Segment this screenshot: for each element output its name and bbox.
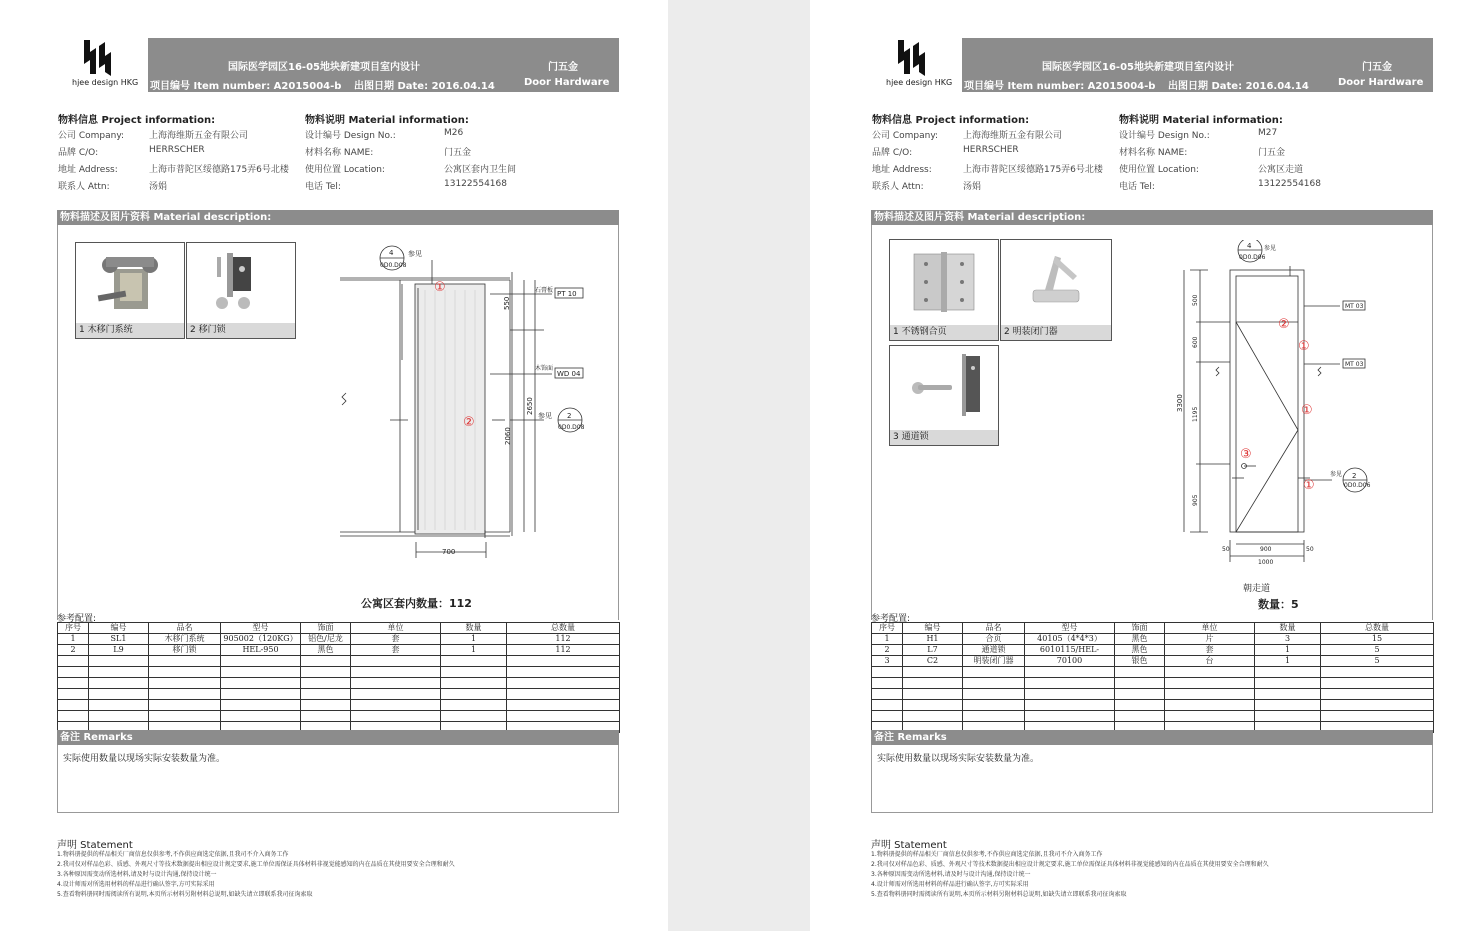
- address-label: 地址 Address:: [58, 165, 118, 175]
- column-header: 数量: [1255, 623, 1321, 634]
- table-row: [58, 634, 620, 645]
- design-no-label: 设计编号 Design No.:: [1119, 131, 1210, 141]
- product-caption: 1 不锈钢合页: [890, 325, 998, 340]
- marker-label: ①: [1303, 478, 1315, 493]
- issue-date: 出图日期 Date: 2016.04.14: [354, 81, 495, 92]
- dim-label: 700: [442, 548, 456, 556]
- marker-label: ②: [463, 415, 475, 430]
- column-header: 序号: [872, 623, 903, 634]
- tel-value: 13122554168: [444, 179, 507, 189]
- page-gap: [668, 0, 810, 931]
- remarks-text: 实际使用数量以现场实际安装数量为准。: [63, 754, 226, 764]
- dim-label: 50: [1306, 546, 1314, 553]
- table-cell: SL1: [89, 634, 149, 645]
- table-cell: 5: [1321, 656, 1434, 667]
- table-row-empty: [872, 667, 1434, 678]
- statement-line: 4.设计师需对所选用材料的样品进行确认签字,方可实际采用: [57, 881, 215, 888]
- statement-line: 3.各种原因需变动所选材料,请及时与设计沟通,保持设计统一: [57, 871, 217, 878]
- location-label: 使用位置 Location:: [305, 165, 385, 175]
- sliding-lock-image: [187, 243, 295, 321]
- table-cell: 通道锁: [963, 645, 1025, 656]
- attn-label: 联系人 Attn:: [872, 182, 924, 192]
- column-header: 品名: [963, 623, 1025, 634]
- column-header: 序号: [58, 623, 89, 634]
- address-value: 上海市普陀区绥德路175弄6号北楼: [149, 165, 289, 175]
- statement-line: 4.设计师需对所选用材料的样品进行确认签字,方可实际采用: [871, 881, 1029, 888]
- table-cell: 移门锁: [149, 645, 221, 656]
- table-cell: 1: [441, 645, 507, 656]
- statement-line: 3.各种原因需变动所选材料,请及时与设计沟通,保持设计统一: [871, 871, 1031, 878]
- see-label: 参见: [1264, 245, 1277, 252]
- issue-date: 出图日期 Date: 2016.04.14: [1168, 81, 1309, 92]
- material-info-title: 物料说明 Material information:: [1119, 115, 1283, 126]
- material-label: 石膏板: [535, 287, 554, 294]
- column-header: 编号: [903, 623, 963, 634]
- table-cell: 2: [58, 645, 89, 656]
- see-label: 参见: [538, 412, 552, 420]
- table-cell: 6010115/HEL-: [1025, 645, 1115, 656]
- table-cell: 5: [1321, 645, 1434, 656]
- attn-value: 汤娟: [963, 182, 982, 192]
- product-caption: 2 明装闭门器: [1001, 325, 1111, 340]
- item-number: 项目编号 Item number: A2015004-b: [964, 81, 1156, 92]
- config-table: [57, 622, 620, 733]
- table-cell: 1: [1255, 656, 1321, 667]
- table-header-row: [872, 623, 1434, 634]
- company-value: 上海海维斯五金有限公司: [963, 131, 1063, 141]
- product-caption: 2 移门锁: [187, 323, 295, 338]
- table-cell: 片: [1165, 634, 1255, 645]
- finish-code: MT 03: [1345, 303, 1364, 310]
- material-name-value: 门五金: [444, 148, 472, 158]
- marker-label: ①: [434, 280, 446, 295]
- dim-label: 905: [1192, 494, 1199, 506]
- statement-line: 2.我司仅对样品色彩、质感、外观尺寸等技术数据提出相应设计规定要求,施工单位需保证具体材料非视觉能感知的内在品质在其使用要安全合理和耐久: [871, 861, 1269, 868]
- column-header: 饰面: [1115, 623, 1165, 634]
- column-header: 品名: [149, 623, 221, 634]
- statement-line: 1.物料册提供的样品相关厂商信息仅供参考,不作供应商选定依据,且我司不介入商务工作: [871, 851, 1103, 858]
- table-row-empty: [872, 689, 1434, 700]
- material-name-value: 门五金: [1258, 148, 1286, 158]
- table-cell: 黑色: [1115, 645, 1165, 656]
- dim-label: 2650: [526, 397, 534, 415]
- tel-label: 电话 Tel:: [305, 182, 341, 192]
- logo-brand-text: hjee design HKG: [72, 78, 139, 87]
- table-cell: 铝色/尼龙: [301, 634, 351, 645]
- table-cell: H1: [903, 634, 963, 645]
- logo-brand-text: hjee design HKG: [886, 78, 953, 87]
- table-row: [872, 645, 1434, 656]
- material-info-title: 物料说明 Material information:: [305, 115, 469, 126]
- company-logo: [874, 38, 954, 94]
- column-header: 总数量: [1321, 623, 1434, 634]
- category-cn: 门五金: [1362, 62, 1392, 73]
- product-card-sliding-lock: [186, 242, 296, 339]
- logo-mark-icon: [80, 38, 114, 76]
- table-row-empty: [872, 711, 1434, 722]
- material-label: 木饰面: [535, 365, 554, 372]
- statement-title: 声明 Statement: [871, 840, 947, 851]
- dim-label: 1195: [1192, 406, 1199, 422]
- design-no-value: M26: [444, 128, 464, 138]
- dim-label: 900: [1260, 546, 1272, 553]
- location-label: 使用位置 Location:: [1119, 165, 1199, 175]
- table-cell: 套: [1165, 645, 1255, 656]
- table-row-empty: [872, 678, 1434, 689]
- brand-value: HERRSCHER: [149, 145, 205, 155]
- tel-label: 电话 Tel:: [1119, 182, 1155, 192]
- remarks-bar: 备注 Remarks: [871, 730, 1433, 745]
- table-header-row: [58, 623, 620, 634]
- sliding-door-elevation-drawing: [330, 240, 600, 565]
- spec-sheet-page-1: [0, 0, 668, 931]
- category-en: Door Hardware: [1338, 77, 1424, 88]
- tag-ref: 0D0.D08: [380, 262, 407, 269]
- reference-config-label: 参考配置:: [871, 614, 911, 624]
- table-row-empty: [58, 711, 620, 722]
- remarks-text: 实际使用数量以现场实际安装数量为准。: [877, 754, 1040, 764]
- description-bar: 物料描述及图片资料 Material description:: [57, 210, 619, 225]
- statement-title: 声明 Statement: [57, 840, 133, 851]
- dim-label: 3300: [1176, 394, 1184, 412]
- table-cell: 3: [872, 656, 903, 667]
- dim-label: 600: [1192, 336, 1199, 348]
- tag-number: 4: [389, 249, 394, 257]
- table-cell: 1: [872, 634, 903, 645]
- finish-code: WD 04: [557, 370, 581, 378]
- attn-value: 汤娟: [149, 182, 168, 192]
- material-name-label: 材料名称 NAME:: [305, 148, 374, 158]
- location-value: 公寓区套内卫生间: [444, 165, 517, 175]
- dim-label: 2060: [504, 427, 512, 445]
- column-header: 型号: [221, 623, 301, 634]
- quantity-summary: 数量：5: [1258, 598, 1299, 611]
- table-cell: 1: [1255, 645, 1321, 656]
- column-header: 型号: [1025, 623, 1115, 634]
- marker-label: ①: [1301, 403, 1313, 418]
- table-cell: HEL-950: [221, 645, 301, 656]
- table-row: [872, 656, 1434, 667]
- product-card-passage-lock: [889, 345, 999, 446]
- table-cell: 套: [351, 634, 441, 645]
- column-header: 单位: [351, 623, 441, 634]
- table-cell: 银色: [1115, 656, 1165, 667]
- table-cell: 套: [351, 645, 441, 656]
- table-cell: 1: [58, 634, 89, 645]
- table-cell: 木移门系统: [149, 634, 221, 645]
- door-closer-image: [1001, 240, 1111, 324]
- table-row-empty: [58, 689, 620, 700]
- table-cell: 1: [441, 634, 507, 645]
- tel-value: 13122554168: [1258, 179, 1321, 189]
- design-no-value: M27: [1258, 128, 1278, 138]
- table-cell: 15: [1321, 634, 1434, 645]
- tag-ref: 0D0.D06: [1344, 482, 1371, 489]
- table-cell: 明装闭门器: [963, 656, 1025, 667]
- design-no-label: 设计编号 Design No.:: [305, 131, 396, 141]
- sliding-door-roller-image: [76, 243, 184, 321]
- stainless-hinge-image: [890, 240, 998, 324]
- swing-door-elevation-drawing: [1160, 240, 1400, 570]
- company-label: 公司 Company:: [872, 131, 939, 141]
- table-row-empty: [58, 656, 620, 667]
- material-name-label: 材料名称 NAME:: [1119, 148, 1188, 158]
- marker-label: ①: [1298, 339, 1310, 354]
- project-info-title: 物料信息 Project information:: [58, 115, 216, 126]
- marker-label: ②: [1278, 317, 1290, 332]
- brand-value: HERRSCHER: [963, 145, 1019, 155]
- table-row-empty: [872, 700, 1434, 711]
- reference-config-label: 参考配置:: [57, 614, 97, 624]
- table-cell: 70100: [1025, 656, 1115, 667]
- orientation-label: 朝走道: [1243, 584, 1271, 594]
- tag-ref: 0D0.D06: [1239, 254, 1266, 261]
- tag-ref: 0D0.D08: [558, 424, 585, 431]
- dim-label: 1000: [1258, 559, 1274, 566]
- product-caption: 1 木移门系统: [76, 323, 184, 338]
- address-value: 上海市普陀区绥德路175弄6号北楼: [963, 165, 1103, 175]
- tag-number: 2: [567, 412, 572, 420]
- table-cell: 台: [1165, 656, 1255, 667]
- address-label: 地址 Address:: [872, 165, 932, 175]
- attn-label: 联系人 Attn:: [58, 182, 110, 192]
- statement-line: 5.查看物料册同时需阅读所有说明,本页所示材料另附材料总说明,如缺失请立即联系我司征询索取: [871, 891, 1127, 898]
- project-title: 国际医学园区16-05地块新建项目室内设计: [1042, 62, 1234, 73]
- company-label: 公司 Company:: [58, 131, 125, 141]
- table-cell: 黑色: [1115, 634, 1165, 645]
- column-header: 数量: [441, 623, 507, 634]
- dim-label: 550: [503, 296, 511, 310]
- column-header: 编号: [89, 623, 149, 634]
- table-cell: 905002（120KG）: [221, 634, 301, 645]
- quantity-summary: 公寓区套内数量：112: [361, 597, 472, 610]
- table-cell: 合页: [963, 634, 1025, 645]
- see-label: 参见: [408, 250, 422, 258]
- marker-label: ③: [1240, 447, 1252, 462]
- column-header: 总数量: [507, 623, 620, 634]
- table-cell: 112: [507, 634, 620, 645]
- location-value: 公寓区走道: [1258, 165, 1304, 175]
- remarks-bar: 备注 Remarks: [57, 730, 619, 745]
- header-bar: [962, 38, 1433, 92]
- statement-line: 2.我司仅对样品色彩、质感、外观尺寸等技术数据提出相应设计规定要求,施工单位需保证具体材料非视觉能感知的内在品质在其使用要安全合理和耐久: [57, 861, 455, 868]
- config-table: [871, 622, 1434, 733]
- brand-label: 品牌 C/O:: [58, 148, 99, 158]
- project-info-title: 物料信息 Project information:: [872, 115, 1030, 126]
- tag-number: 2: [1352, 472, 1357, 480]
- column-header: 单位: [1165, 623, 1255, 634]
- project-title: 国际医学园区16-05地块新建项目室内设计: [228, 62, 420, 73]
- table-row-empty: [58, 667, 620, 678]
- table-cell: 3: [1255, 634, 1321, 645]
- finish-code: MT 03: [1345, 361, 1364, 368]
- product-card-sliding-system: [75, 242, 185, 339]
- table-cell: C2: [903, 656, 963, 667]
- table-row: [872, 634, 1434, 645]
- spec-sheet-page-2: [810, 0, 1478, 931]
- product-card-hinge: [889, 239, 999, 341]
- category-cn: 门五金: [548, 62, 578, 73]
- logo-mark-icon: [894, 38, 928, 76]
- company-logo: [60, 38, 140, 94]
- table-cell: 40105（4*4*3）: [1025, 634, 1115, 645]
- table-row: [58, 645, 620, 656]
- product-caption: 3 通道锁: [890, 430, 998, 445]
- table-row-empty: [58, 678, 620, 689]
- statement-line: 5.查看物料册同时需阅读所有说明,本页所示材料另附材料总说明,如缺失请立即联系我司征询索取: [57, 891, 313, 898]
- table-cell: L9: [89, 645, 149, 656]
- company-value: 上海海维斯五金有限公司: [149, 131, 249, 141]
- dim-label: 500: [1192, 294, 1199, 306]
- brand-label: 品牌 C/O:: [872, 148, 913, 158]
- finish-code: PT 10: [557, 290, 577, 298]
- statement-line: 1.物料册提供的样品相关厂商信息仅供参考,不作供应商选定依据,且我司不介入商务工作: [57, 851, 289, 858]
- see-label: 参见: [1330, 471, 1343, 478]
- dim-label: 50: [1222, 546, 1230, 553]
- description-bar: 物料描述及图片资料 Material description:: [871, 210, 1433, 225]
- table-cell: 黑色: [301, 645, 351, 656]
- table-cell: 112: [507, 645, 620, 656]
- item-number: 项目编号 Item number: A2015004-b: [150, 81, 342, 92]
- product-card-door-closer: [1000, 239, 1112, 341]
- passage-lock-image: [890, 346, 998, 429]
- category-en: Door Hardware: [524, 77, 610, 88]
- table-cell: L7: [903, 645, 963, 656]
- header-bar: [148, 38, 619, 92]
- table-row-empty: [58, 700, 620, 711]
- tag-number: 4: [1247, 242, 1252, 250]
- column-header: 饰面: [301, 623, 351, 634]
- table-cell: 2: [872, 645, 903, 656]
